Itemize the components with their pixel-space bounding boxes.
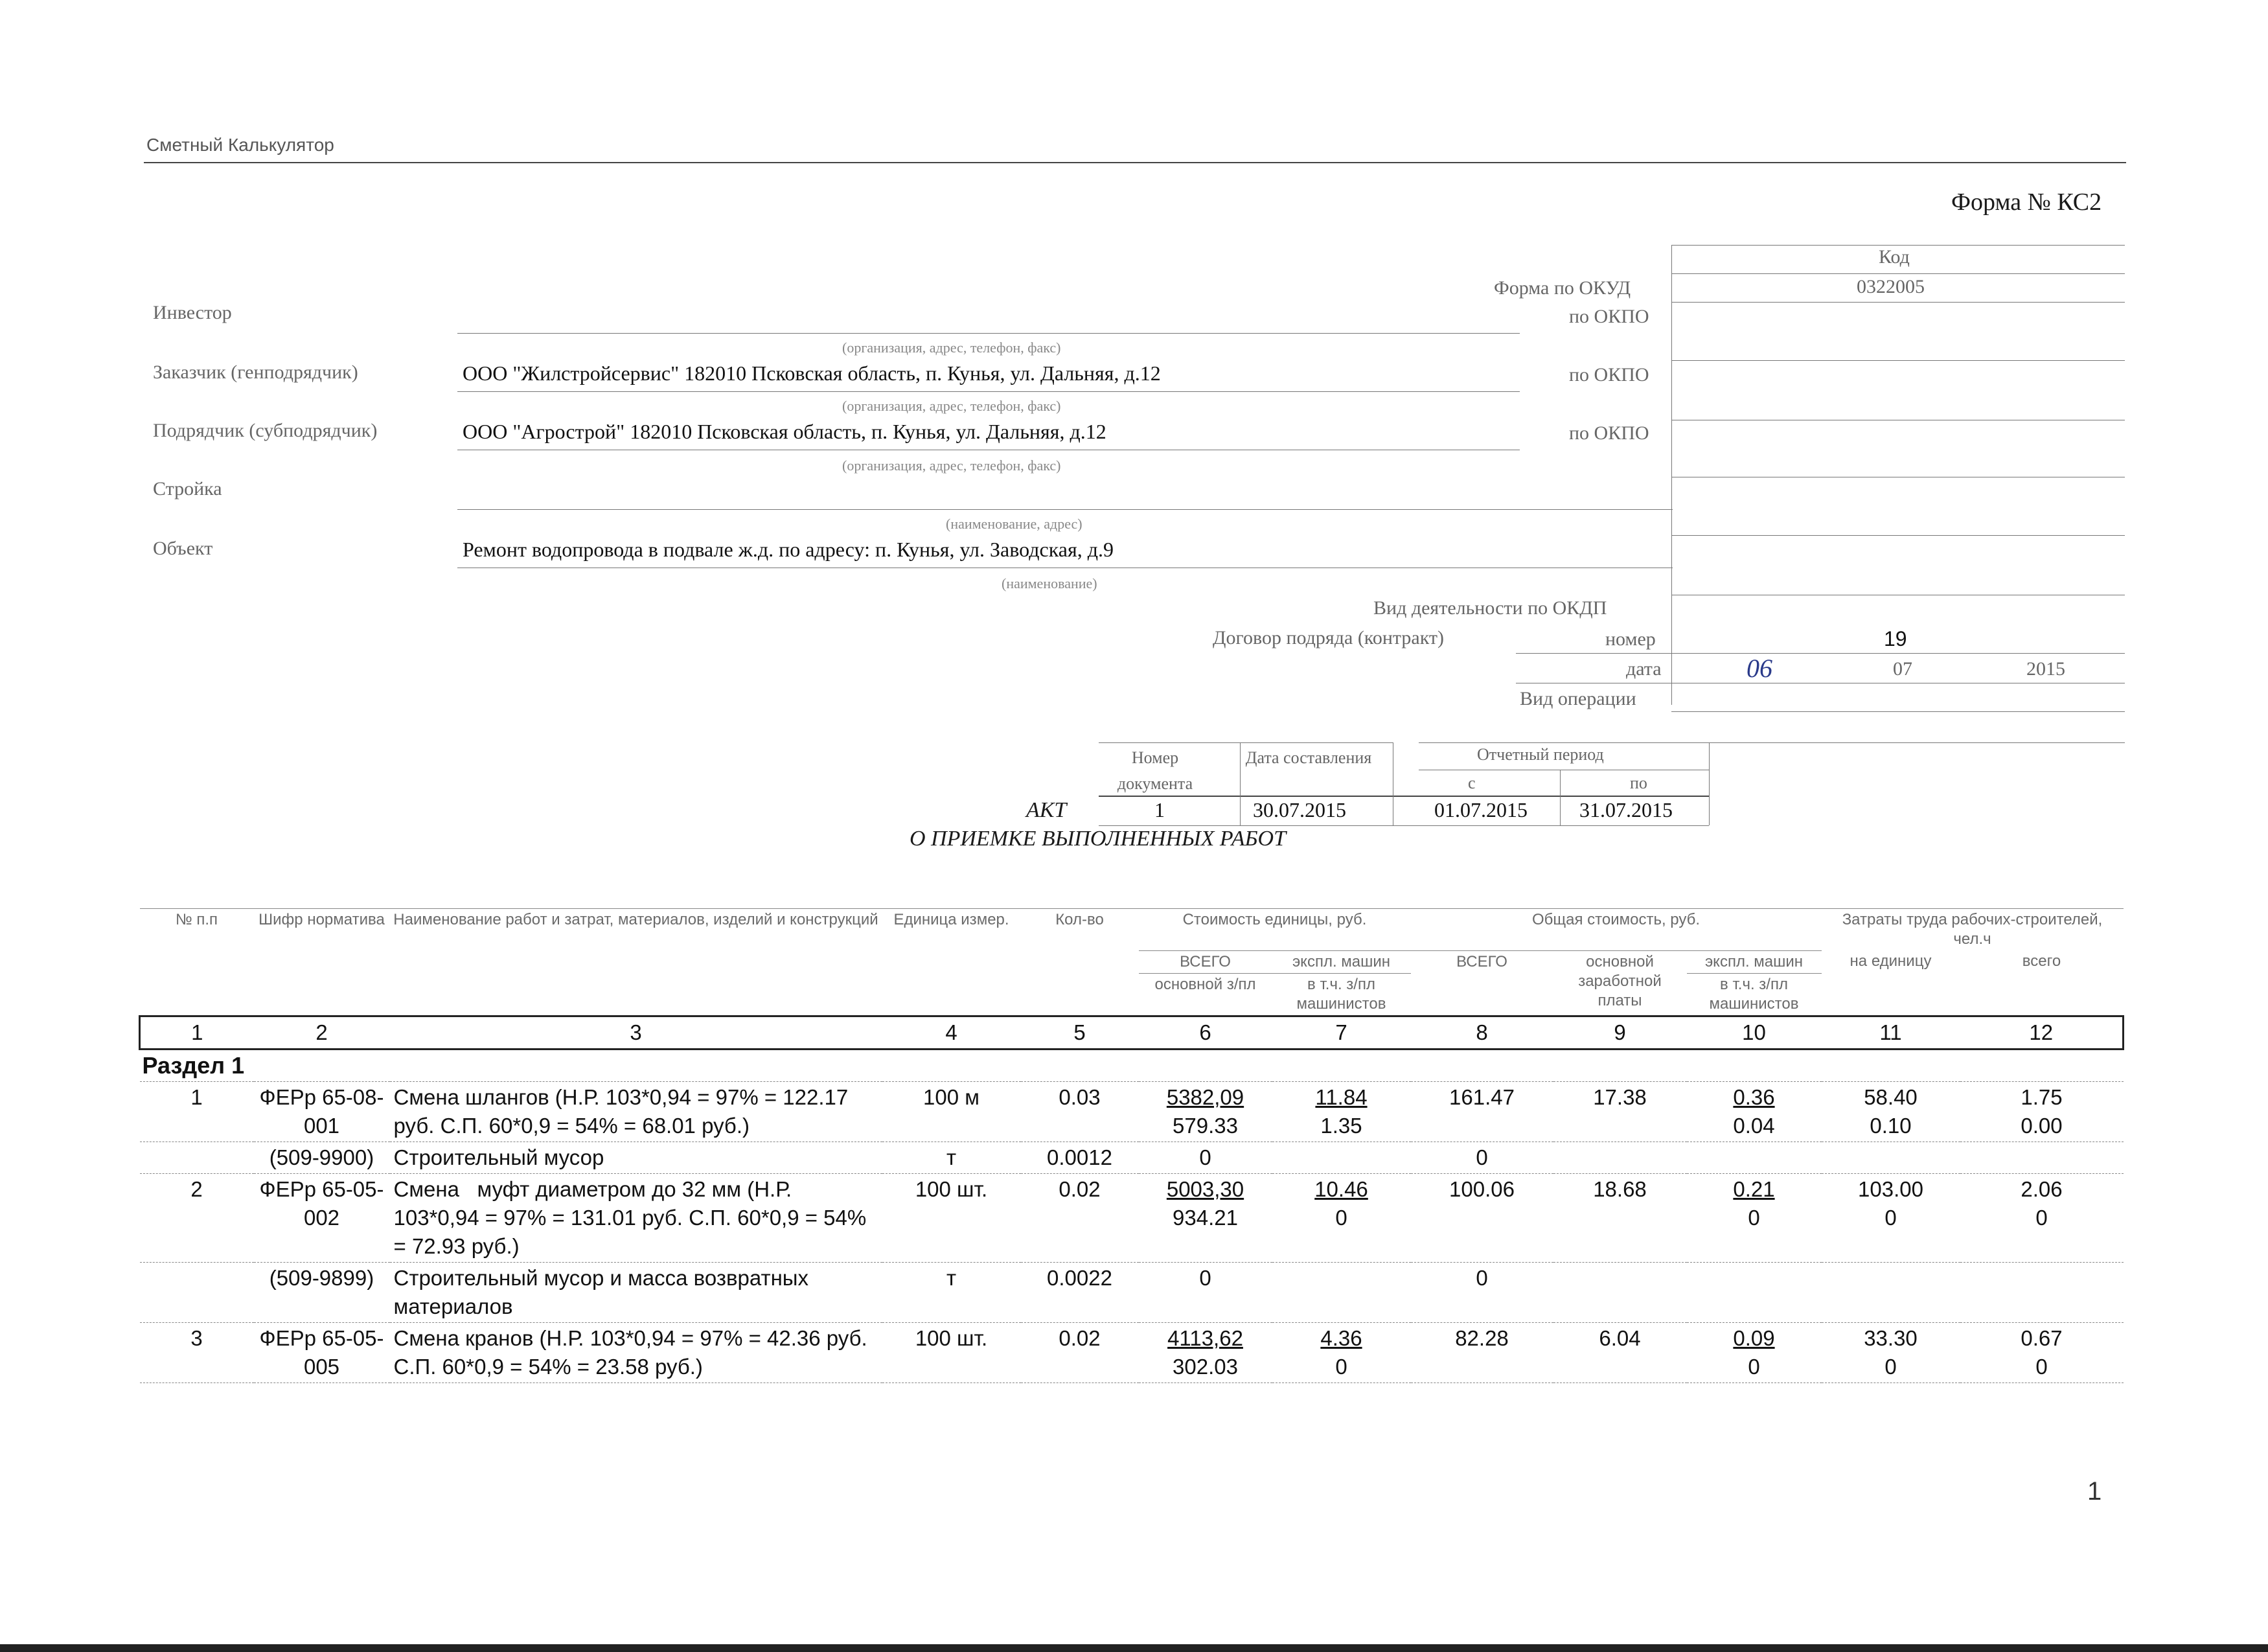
- act-sep-4: [1709, 742, 1710, 825]
- row-labor-total: [1960, 1322, 2124, 1382]
- col-num: 1: [140, 1016, 254, 1049]
- row-unit: 100 шт.: [882, 1322, 1021, 1382]
- row-num: [140, 1262, 254, 1322]
- th-per-unit: на единицу: [1850, 952, 1932, 970]
- row-labor-unit: [1822, 1141, 1960, 1173]
- contract-date-year: 2015: [2026, 658, 2065, 680]
- row-num: 2: [140, 1173, 254, 1262]
- act-title: О ПРИЕМКЕ ВЫПОЛНЕННЫХ РАБОТ: [910, 827, 1286, 851]
- row-num: [140, 1141, 254, 1173]
- table-row: [140, 1322, 2124, 1382]
- doc-number-label: Номер документа: [1117, 748, 1193, 793]
- contract-line-1: [1516, 653, 2125, 654]
- th-labor: Затраты труда рабочих-строителей, чел.ч: [1822, 909, 2124, 951]
- total-machines: 0.21: [1733, 1176, 1775, 1201]
- row-qty: 0.0022: [1021, 1262, 1139, 1322]
- row-code: (509-9900): [254, 1141, 390, 1173]
- contractor-label: Подрядчик (субподрядчик): [153, 420, 378, 441]
- row-machines: [1687, 1141, 1822, 1173]
- code-row-6: [1671, 535, 2125, 536]
- code-row-2: [1671, 302, 2125, 303]
- section-title: Раздел 1: [140, 1049, 2124, 1081]
- row-unit-cost: [1139, 1173, 1272, 1262]
- row-num: 1: [140, 1081, 254, 1141]
- doc-number: 1: [1154, 798, 1165, 821]
- col-num: 5: [1021, 1016, 1139, 1049]
- okpo-label-2: по ОКПО: [1569, 364, 1649, 385]
- row-unit-cost: 0: [1139, 1141, 1272, 1173]
- row-unit-cost: [1139, 1322, 1272, 1382]
- unit-cost-total: 5003,30: [1166, 1176, 1244, 1201]
- object-value: Ремонт водопровода в подвале ж.д. по адресу: п. Кунья, ул. Заводская, д.9: [463, 538, 1114, 561]
- customer-label: Заказчик (генподрядчик): [153, 361, 358, 383]
- contractor-hint: (организация, адрес, телефон, факс): [842, 457, 1061, 474]
- contract-date-label: дата: [1626, 658, 1662, 680]
- unit-cost-base-pay: 934.21: [1173, 1205, 1238, 1230]
- total-mach-pay: 0: [1748, 1354, 1760, 1379]
- th-num: № п.п: [140, 909, 254, 1016]
- table-row: [140, 1141, 2124, 1173]
- th-qty: Кол-во: [1021, 909, 1139, 1016]
- okud-label: Форма по ОКУД: [1494, 277, 1631, 299]
- scan-edge: [0, 1644, 2268, 1652]
- doc-date-label: Дата составления: [1245, 748, 1372, 767]
- act-sep-1: [1240, 742, 1241, 825]
- th-machines2: экспл. машин: [1687, 950, 1822, 973]
- th-unit: Единица измер.: [882, 909, 1021, 1016]
- col-num: 3: [390, 1016, 882, 1049]
- unit-machines: 10.46: [1314, 1176, 1368, 1201]
- construction-hint: (наименование, адрес): [946, 516, 1082, 532]
- col-num: 11: [1822, 1016, 1960, 1049]
- row-total: 100.06: [1411, 1173, 1553, 1262]
- row-num: 3: [140, 1322, 254, 1382]
- total-machines: 0.09: [1733, 1325, 1775, 1350]
- row-unit-machines: [1272, 1173, 1411, 1262]
- okdp-label: Вид деятельности по ОКДП: [1373, 597, 1607, 619]
- row-unit: 100 шт.: [882, 1173, 1021, 1262]
- col-num: 9: [1553, 1016, 1687, 1049]
- labor-total-b: 0.00: [2021, 1113, 2063, 1138]
- th-base-pay: основной з/пл: [1154, 975, 1256, 993]
- labor-unit-a: 103.00: [1858, 1176, 1923, 1201]
- th-unit-cost: Стоимость единицы, руб.: [1139, 909, 1411, 951]
- period-to-label: по: [1630, 774, 1647, 792]
- customer-hint: (организация, адрес, телефон, факс): [842, 398, 1061, 414]
- period-from: 01.07.2015: [1434, 798, 1528, 821]
- labor-total-a: 2.06: [2021, 1176, 2063, 1201]
- row-name: Строительный мусор: [390, 1141, 882, 1173]
- row-name: Смена шлангов (Н.Р. 103*0,94 = 97% = 122.17 руб. С.П. 60*0,9 = 54% = 68.01 руб.): [390, 1081, 882, 1141]
- row-qty: 0.03: [1021, 1081, 1139, 1141]
- act-word: АКТ: [1026, 798, 1067, 822]
- col-num: 4: [882, 1016, 1021, 1049]
- row-base-wage: 18.68: [1553, 1173, 1687, 1262]
- th-base-wage: основной заработной платы: [1578, 952, 1662, 1009]
- investor-hint: (организация, адрес, телефон, факс): [842, 339, 1061, 356]
- row-unit: т: [882, 1262, 1021, 1322]
- row-labor-total: [1960, 1081, 2124, 1141]
- okpo-label-3: по ОКПО: [1569, 422, 1649, 444]
- labor-unit-a: 58.40: [1864, 1084, 1918, 1109]
- unit-cost-base-pay: 579.33: [1173, 1113, 1238, 1138]
- unit-machines: 11.84: [1315, 1084, 1368, 1109]
- row-labor-total: [1960, 1141, 2124, 1173]
- customer-line: [457, 391, 1520, 392]
- col-num: 2: [254, 1016, 390, 1049]
- th-all: ВСЕГО: [1139, 950, 1272, 973]
- object-hint: (наименование): [1002, 575, 1097, 591]
- investor-label: Инвестор: [153, 302, 232, 323]
- row-machines: [1687, 1322, 1822, 1382]
- row-base-wage: 17.38: [1553, 1081, 1687, 1141]
- row-labor-unit: [1822, 1262, 1960, 1322]
- contract-number-value: 19: [1884, 627, 1907, 650]
- row-qty: 0.02: [1021, 1322, 1139, 1382]
- row-machines: [1687, 1173, 1822, 1262]
- row-labor-total: [1960, 1262, 2124, 1322]
- row-code: (509-9899): [254, 1262, 390, 1322]
- row-unit: т: [882, 1141, 1021, 1173]
- labor-unit-a: 33.30: [1864, 1325, 1918, 1350]
- construction-label: Стройка: [153, 478, 222, 499]
- row-unit-machines: [1272, 1322, 1411, 1382]
- row-unit-machines: [1272, 1262, 1411, 1322]
- code-col-top: [1671, 245, 2125, 246]
- row-name: Смена муфт диаметром до 32 мм (Н.Р. 103*0,94 = 97% = 131.01 руб. С.П. 60*0,9 = 54% = 72.93 руб.): [390, 1173, 882, 1262]
- unit-machines: 4.36: [1320, 1325, 1362, 1350]
- unit-cost-base-pay: 302.03: [1173, 1354, 1238, 1379]
- th-code: Шифр норматива: [254, 909, 390, 1016]
- labor-unit-b: 0: [1884, 1354, 1897, 1379]
- row-unit-machines: [1272, 1141, 1411, 1173]
- act-top-line-1: [1099, 742, 1393, 743]
- row-base-wage: [1553, 1262, 1687, 1322]
- table-row: [140, 1173, 2124, 1262]
- act-sep-3: [1560, 770, 1561, 825]
- unit-mach-pay: 0: [1335, 1205, 1347, 1230]
- section-row: [140, 1049, 2124, 1081]
- form-title: Форма № КС2: [1951, 189, 2102, 216]
- row-total: 161.47: [1411, 1081, 1553, 1141]
- act-mid-line: [1099, 796, 1709, 797]
- row-base-wage: [1553, 1141, 1687, 1173]
- row-machines: [1687, 1081, 1822, 1141]
- row-unit-cost: [1139, 1081, 1272, 1141]
- okpo-label-1: по ОКПО: [1569, 306, 1649, 327]
- th-name: Наименование работ и затрат, материалов, изделий и конструкций: [390, 909, 882, 1016]
- row-total: 0: [1411, 1141, 1553, 1173]
- table-row: [140, 1081, 2124, 1141]
- unit-mach-pay: 1.35: [1320, 1113, 1362, 1138]
- period-label: Отчетный период: [1477, 745, 1604, 764]
- labor-total-b: 0: [2035, 1205, 2048, 1230]
- row-labor-unit: [1822, 1081, 1960, 1141]
- row-unit-machines: [1272, 1081, 1411, 1141]
- column-number-row: [140, 1016, 2124, 1049]
- th-total-cost: Общая стоимость, руб.: [1411, 909, 1822, 951]
- contract-date-day: 06: [1747, 654, 1772, 683]
- table-row: [140, 1262, 2124, 1322]
- estimate-table: [139, 908, 2124, 1383]
- th-incl-mach-pay: в т.ч. з/пл машинистов: [1296, 975, 1386, 1013]
- contract-date-month: 07: [1893, 658, 1912, 680]
- contractor-value: ООО "Агрострой" 182010 Псковская область, п. Кунья, ул. Дальняя, д.12: [463, 420, 1106, 443]
- app-title: Сметный Калькулятор: [146, 135, 334, 155]
- row-unit-cost: 0: [1139, 1262, 1272, 1322]
- row-total: 0: [1411, 1262, 1553, 1322]
- total-mach-pay: 0: [1748, 1205, 1760, 1230]
- header-rule: [144, 162, 2126, 163]
- labor-unit-b: 0.10: [1870, 1113, 1912, 1138]
- row-unit: 100 м: [882, 1081, 1021, 1141]
- row-labor-total: [1960, 1173, 2124, 1262]
- labor-total-a: 0.67: [2021, 1325, 2063, 1350]
- row-code: ФЕРр 65-05-002: [254, 1173, 390, 1262]
- th-labor-total: всего: [2022, 952, 2061, 970]
- col-num: 8: [1411, 1016, 1553, 1049]
- code-row-3: [1671, 360, 2125, 361]
- col-num: 10: [1687, 1016, 1822, 1049]
- labor-total-b: 0: [2035, 1354, 2048, 1379]
- page-number: 1: [2087, 1477, 2102, 1506]
- row-labor-unit: [1822, 1322, 1960, 1382]
- unit-cost-total: 4113,62: [1167, 1325, 1243, 1350]
- code-col-left: [1671, 245, 1672, 705]
- contract-label: Договор подряда (контракт): [1213, 627, 1444, 648]
- th-machines: экспл. машин: [1272, 950, 1411, 973]
- total-machines: 0.36: [1733, 1084, 1775, 1109]
- object-label: Объект: [153, 538, 213, 559]
- customer-value: ООО "Жилстройсервис" 182010 Псковская область, п. Кунья, ул. Дальняя, д.12: [463, 361, 1161, 385]
- row-name: Смена кранов (Н.Р. 103*0,94 = 97% = 42.36 руб. С.П. 60*0,9 = 54% = 23.58 руб.): [390, 1322, 882, 1382]
- okud-value: 0322005: [1857, 276, 1925, 297]
- row-labor-unit: [1822, 1173, 1960, 1262]
- period-from-label: с: [1468, 774, 1476, 792]
- row-base-wage: 6.04: [1553, 1322, 1687, 1382]
- period-to: 31.07.2015: [1579, 798, 1673, 821]
- labor-unit-b: 0: [1884, 1205, 1897, 1230]
- row-qty: 0.02: [1021, 1173, 1139, 1262]
- investor-line: [457, 333, 1520, 334]
- row-name: Строительный мусор и масса возвратных материалов: [390, 1262, 882, 1322]
- col-num: 6: [1139, 1016, 1272, 1049]
- unit-cost-total: 5382,09: [1166, 1084, 1244, 1109]
- unit-mach-pay: 0: [1335, 1354, 1347, 1379]
- row-code: ФЕРр 65-05-005: [254, 1322, 390, 1382]
- code-header: Код: [1879, 246, 1910, 268]
- contract-line-3: [1671, 711, 2125, 712]
- row-total: 82.28: [1411, 1322, 1553, 1382]
- operation-label: Вид операции: [1520, 688, 1636, 709]
- total-mach-pay: 0.04: [1733, 1113, 1775, 1138]
- contract-number-label: номер: [1605, 628, 1656, 650]
- row-code: ФЕРр 65-08-001: [254, 1081, 390, 1141]
- doc-date: 30.07.2015: [1253, 798, 1346, 821]
- th-incl-mach-pay2: в т.ч. з/пл машинистов: [1709, 975, 1799, 1013]
- code-row-1: [1671, 273, 2125, 274]
- labor-total-a: 1.75: [2021, 1084, 2063, 1109]
- row-machines: [1687, 1262, 1822, 1322]
- th-total: ВСЕГО: [1456, 952, 1507, 970]
- col-num: 7: [1272, 1016, 1411, 1049]
- act-bottom-line: [1099, 825, 1709, 826]
- act-top-line-2: [1419, 742, 2125, 743]
- construction-line: [457, 509, 1673, 510]
- col-num: 12: [1960, 1016, 2124, 1049]
- row-qty: 0.0012: [1021, 1141, 1139, 1173]
